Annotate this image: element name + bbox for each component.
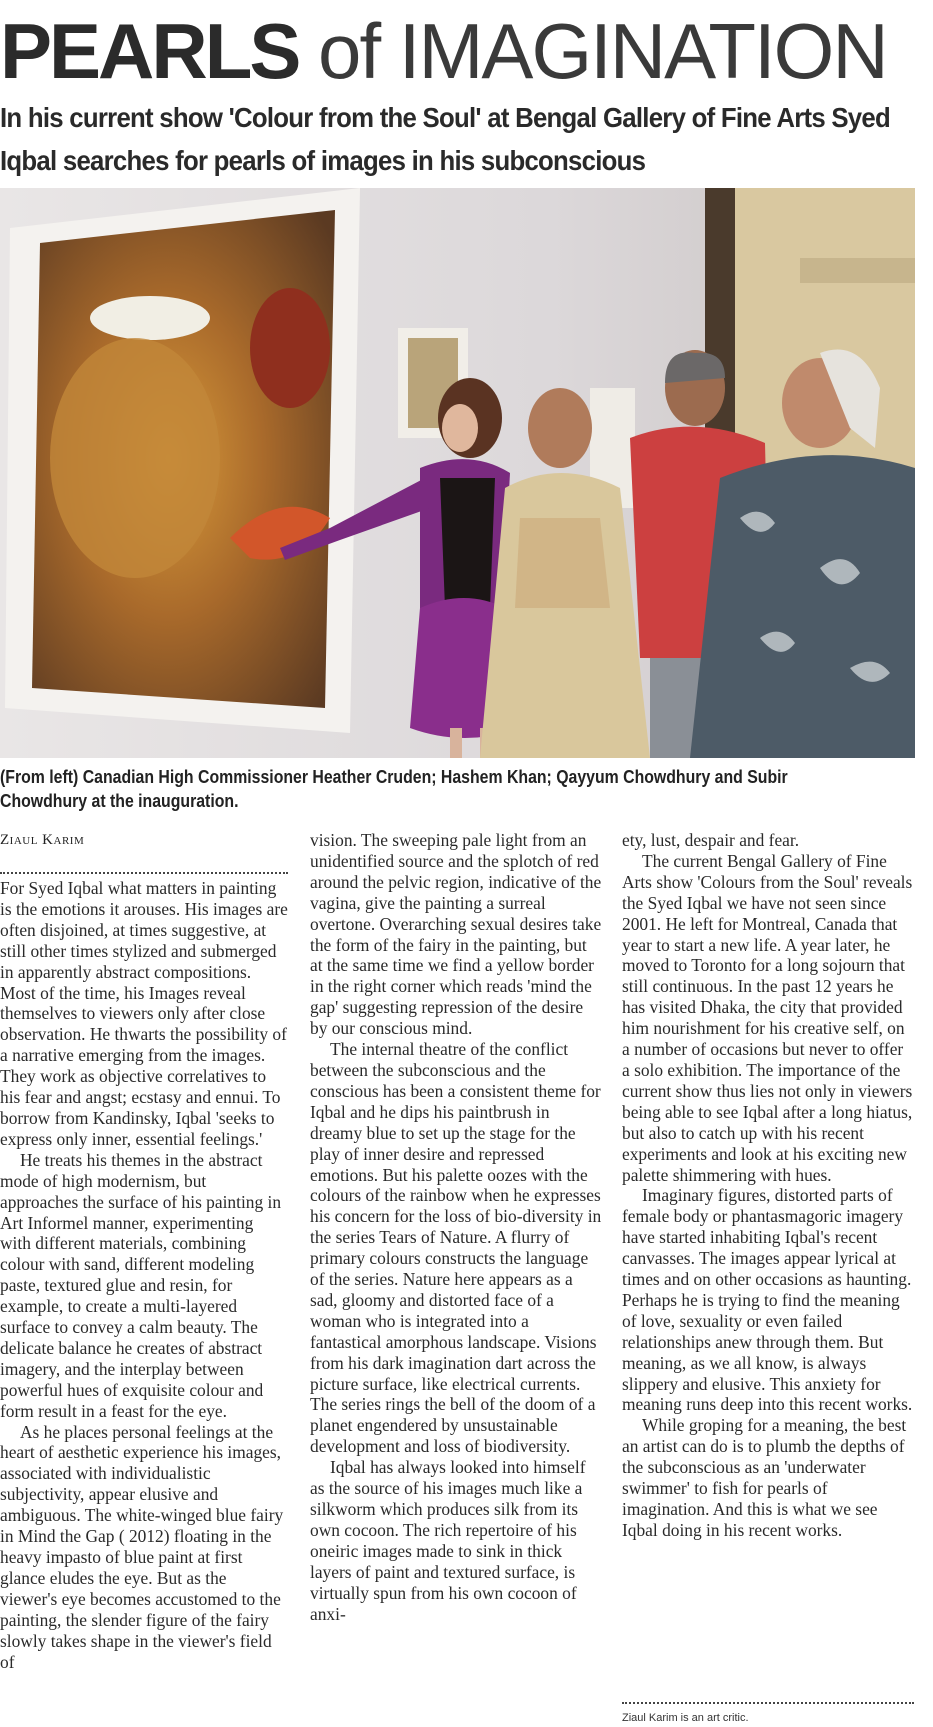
paragraph: Imaginary figures, distorted parts of female body or phantasmagoric imagery have started inhabiting Iqbal's recent canvasses. The images appear lyrical at times and on other occasions as haunting. Perhaps he is trying to find the meaning of love, sexuality or even failed relationships anew through them. But meaning, as we all know, is always slippery and elusive. This anxiety for meaning runs deep into this recent works. bbox=[622, 1185, 913, 1415]
paragraph: vision. The sweeping pale light from an unidentified source and the splotch of red around the pelvic region, indicative of the vagina, give the painting a surreal overtone. Overarching sexual desires take the form of the fairy in the painting, but at the same time we find a yellow border in the right corner which reads 'mind the gap' suggesting repression of the desire by our conscious mind. bbox=[310, 830, 602, 1039]
headline-bold: PEARLS bbox=[0, 7, 299, 95]
footer-divider bbox=[622, 1702, 914, 1704]
paragraph: The current Bengal Gallery of Fine Arts show 'Colours from the Soul' reveals the Syed Iqbal we have not seen since 2001. He left for Montreal, Canada that year to start a new life. A year later, he moved to Toronto for a long sojourn that still continuous. In the past 12 years he has visited Dhaka, the city that provided him nourishment for his creative self, on a number of occasions but never to offer a solo exhibition. The importance of the current show thus lies not only in viewers being able to see Iqbal after a long hiatus, but also to catch up with his recent experiments and look at his exciting new palette shimmering with hues. bbox=[622, 850, 913, 1185]
paragraph: The internal theatre of the conflict between the subconscious and the conscious has been a consistent theme for Iqbal and he dips his paintbrush in dreamy blue to set up the stage for the play of inner desire and repressed emotions. But his palette oozes with the colours of the rainbow when he expresses his concern for the loss of bio-diversity in the series Tears of Nature. A flurry of primary colours constructs the language of the series. Nature here appears as a sad, gloomy and distorted face of a woman who is integrated into a fantastical amorphous landscape. Visions from his dark imagination dart across the picture surface, like electrical currents. The series rings the bell of the doom of a planet engendered by unsustainable development and loss of biodiversity. bbox=[310, 1039, 602, 1457]
byline-divider bbox=[0, 872, 288, 874]
article-column-3 bbox=[622, 830, 914, 1541]
article-column-2 bbox=[310, 830, 602, 1624]
paragraph: ety, lust, despair and fear. bbox=[622, 830, 800, 850]
gallery-photo bbox=[0, 188, 915, 758]
paragraph: Iqbal has always looked into himself as the source of his images much like a silkworm which produces silk from its own cocoon. The rich repertoire of his oneiric images made to sink in thick layers of paint and textured surface, is virtually spun from his own cocoon of anxi- bbox=[310, 1457, 586, 1624]
headline-light: of IMAGINATION bbox=[298, 7, 887, 95]
gallery-photo-illustration bbox=[0, 188, 915, 758]
photo-caption: (From left) Canadian High Commissioner Heather Cruden; Hashem Khan; Qayyum Chowdhury and Subir Chowdhury at the inauguration. bbox=[0, 767, 788, 811]
paragraph: For Syed Iqbal what matters in painting is the emotions it arouses. His images are often disjoined, at times suggestive, at still other times stylized and submerged in apparently abstract compositions. Most of the time, his Images reveal themselves to viewers only after close observation. He thwarts the possibility of a narrative emerging from the images. They work as objective correlatives to his fear and angst; ecstasy and ennui. To borrow from Kandinsky, Iqbal 'seeks to express only inner, essential feelings.' bbox=[0, 878, 288, 1149]
deck-subtitle: In his current show 'Colour from the Soul' at Bengal Gallery of Fine Arts Syed Iqbal searches for pearls of images in his subconscious bbox=[0, 102, 890, 176]
byline: Ziaul Karim bbox=[0, 832, 85, 848]
paragraph: He treats his themes in the abstract mode of high modernism, but approaches the surface of his painting in Art Informel manner, experimenting with different materials, combining colour with sand, different modeling paste, textured glue and resin, for example, to create a multi-layered surface to convey a calm beauty. The delicate balance he creates of abstract imagery, and the interplay between powerful hues of exquisite colour and form result in a feast for the eye. bbox=[0, 1149, 282, 1421]
article-column-1 bbox=[0, 878, 288, 1672]
headline bbox=[0, 6, 933, 96]
paragraph: While groping for a meaning, the best an artist can do is to plumb the depths of the subconscious as an 'underwater swimmer' to fish for pearls of imagination. And this is what we see Iqbal doing in his recent works. bbox=[622, 1415, 907, 1540]
paragraph: As he places personal feelings at the heart of aesthetic experience his images, associated with individualistic subjectivity, appear elusive and ambiguous. The white-winged blue fairy in Mind the Gap ( 2012) floating in the heavy impasto of blue paint at first glance eludes the eye. But as the viewer's eye becomes accustomed to the painting, the slender figure of the fairy slowly takes shape in the viewer's field of bbox=[0, 1421, 284, 1672]
author-note: Ziaul Karim is an art critic. bbox=[622, 1712, 749, 1724]
